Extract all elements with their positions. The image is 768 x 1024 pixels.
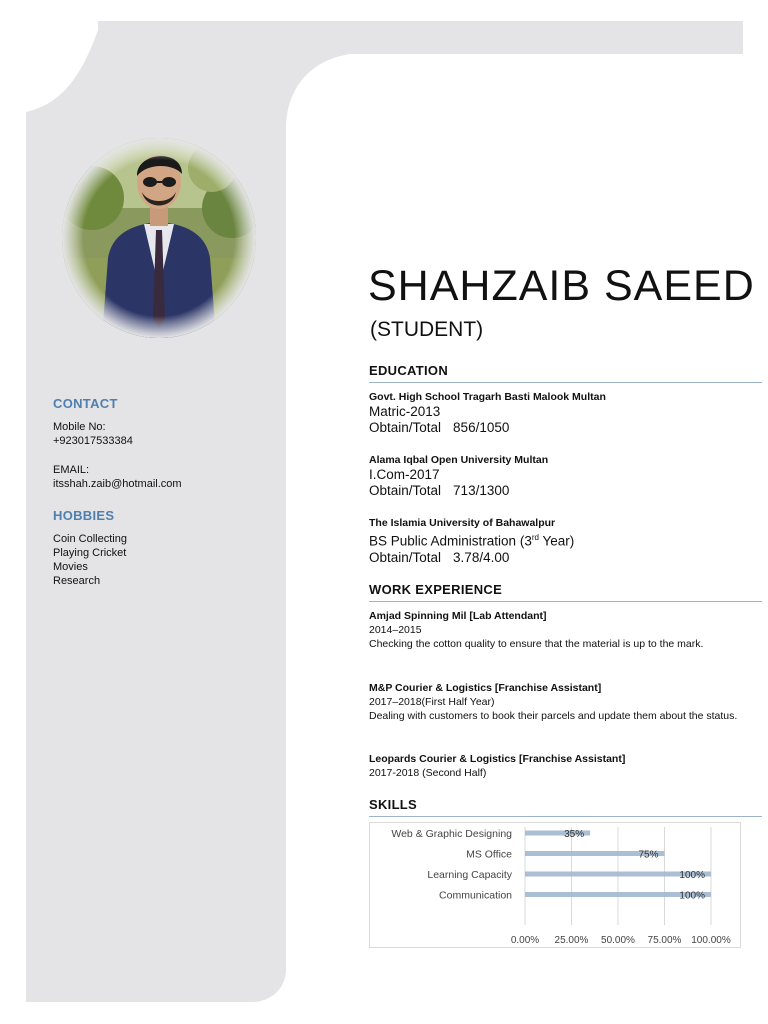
qualification xyxy=(369,530,759,550)
data-label: 100% xyxy=(679,890,705,902)
job-title: Leopards Courier & Logistics [Franchise Assistant] xyxy=(369,753,626,765)
obtain-label: Obtain/Total xyxy=(369,420,442,435)
education-entry xyxy=(369,390,759,436)
hobby-item: Research xyxy=(53,575,101,587)
hobby-item: Movies xyxy=(53,561,88,573)
education-entry xyxy=(369,453,759,499)
category-label: Communication xyxy=(439,889,512,902)
data-label: 75% xyxy=(638,849,659,861)
mobile-label: Mobile No: xyxy=(53,421,106,433)
data-label: 100% xyxy=(679,870,705,881)
institution-name: Govt. High School Tragarh Basti Malook Multan xyxy=(369,391,606,403)
qualification-suffix: Year) xyxy=(538,533,575,549)
job-period: 2014–2015 xyxy=(369,624,422,636)
job-period: 2017–2018(First Half Year) xyxy=(369,696,495,708)
job-title: M&P Courier & Logistics [Franchise Assistant] xyxy=(369,682,602,694)
hobby-item: Coin Collecting xyxy=(53,533,127,545)
obtain-total-row xyxy=(369,483,759,499)
education-heading: EDUCATION xyxy=(369,363,762,383)
obtain-label: Obtain/Total xyxy=(369,549,442,565)
work-heading: WORK EXPERIENCE xyxy=(369,582,762,602)
job-title: Amjad Spinning Mil [Lab Attendant] xyxy=(369,610,547,622)
category-label: Learning Capacity xyxy=(427,869,512,881)
qualification: I.Com-2017 xyxy=(369,467,440,482)
job-description: Dealing with customers to book their parcels and update them about the status. xyxy=(369,710,738,722)
person-name: SHAHZAIB SAEED xyxy=(368,262,755,310)
obtain-score: 856/1050 xyxy=(453,420,510,435)
skills-chart-frame xyxy=(369,822,741,948)
job-period: 2017-2018 (Second Half) xyxy=(369,767,487,779)
x-tick-label: 25.00% xyxy=(554,935,589,946)
obtain-score: 713/1300 xyxy=(453,483,510,498)
person-role: (STUDENT) xyxy=(370,318,484,341)
data-label: 35% xyxy=(564,829,585,840)
obtain-total-row xyxy=(369,420,759,436)
education-entry xyxy=(369,516,759,566)
x-tick-label: 50.00% xyxy=(601,935,635,946)
qualification-prefix: BS Public Administration (3 xyxy=(369,533,532,549)
x-tick-label: 0.00% xyxy=(510,935,540,946)
qualification-ordinal: rd xyxy=(531,533,539,542)
skills-heading: SKILLS xyxy=(369,797,762,817)
job-entry xyxy=(369,609,759,651)
email-label: EMAIL: xyxy=(53,464,90,476)
email-value: itsshah.zaib@hotmail.com xyxy=(53,478,182,490)
obtain-score: 3.78/4.00 xyxy=(453,549,510,565)
institution-name: The Islamia University of Bahawalpur xyxy=(369,517,556,529)
mobile-value: +923017533384 xyxy=(53,435,133,447)
category-label: MS Office xyxy=(466,848,512,861)
category-label: Web & Graphic Designing xyxy=(391,828,512,840)
hobbies-heading: HOBBIES xyxy=(53,508,115,523)
hobby-item: Playing Cricket xyxy=(53,547,127,559)
job-entry xyxy=(369,752,759,780)
qualification: Matric-2013 xyxy=(369,404,441,419)
job-entry xyxy=(369,681,759,723)
obtain-label: Obtain/Total xyxy=(369,483,442,498)
x-tick-label: 100.00% xyxy=(691,935,731,946)
contact-heading: CONTACT xyxy=(53,396,118,411)
profile-photo xyxy=(62,138,256,338)
x-tick-label: 75.00% xyxy=(647,935,682,946)
obtain-total-row xyxy=(369,550,759,566)
institution-name: Alama Iqbal Open University Multan xyxy=(369,454,549,466)
job-description: Checking the cotton quality to ensure that the material is up to the mark. xyxy=(369,638,704,650)
skills-chart xyxy=(370,823,740,947)
